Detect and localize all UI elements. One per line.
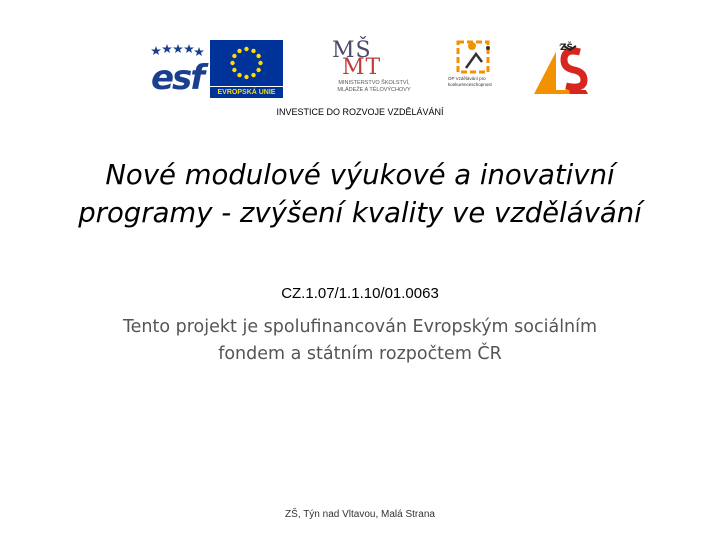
description: Tento projekt je spolufinancován Evropským sociálním fondem a státním rozpočtem ČR — [122, 317, 598, 364]
footer: ZŠ, Týn nad Vltavou, Malá Strana — [285, 509, 435, 520]
eu-flag — [210, 40, 283, 86]
msmt-mark — [332, 38, 382, 80]
msmt-logo — [328, 40, 420, 98]
msmt-text: MINISTERSTVO ŠKOLSTVÍ, MLÁDEŽE A TĚLOVÝCHOVY — [337, 80, 411, 93]
subtitle: INVESTICE DO ROZVOJE VZDĚLÁVÁNÍ — [276, 107, 444, 117]
opvk-logo — [448, 40, 512, 98]
logo-strip — [0, 40, 720, 105]
zs-text: ZŠ — [560, 43, 574, 53]
page-title: Nové modulové výukové a inovativní programy - zvýšení kvality ve vzdělávání — [78, 159, 642, 229]
eu-caption: EVROPSKÁ UNIE — [210, 87, 283, 98]
msmt-mark-line1: MŠ — [332, 38, 372, 63]
opvk-symbol-icon — [452, 40, 508, 76]
zs-logo — [530, 40, 592, 98]
esf-logo — [146, 40, 208, 98]
eu-stars-icon — [210, 40, 283, 86]
opvk-text: OP Vzdělávání pro konkurenceschopnost — [448, 76, 492, 87]
esf-wordmark: esf — [150, 58, 204, 98]
project-code: CZ.1.07/1.1.10/01.0063 — [281, 285, 439, 302]
msmt-mark-line2: MT — [342, 55, 382, 80]
eu-logo — [210, 40, 283, 98]
